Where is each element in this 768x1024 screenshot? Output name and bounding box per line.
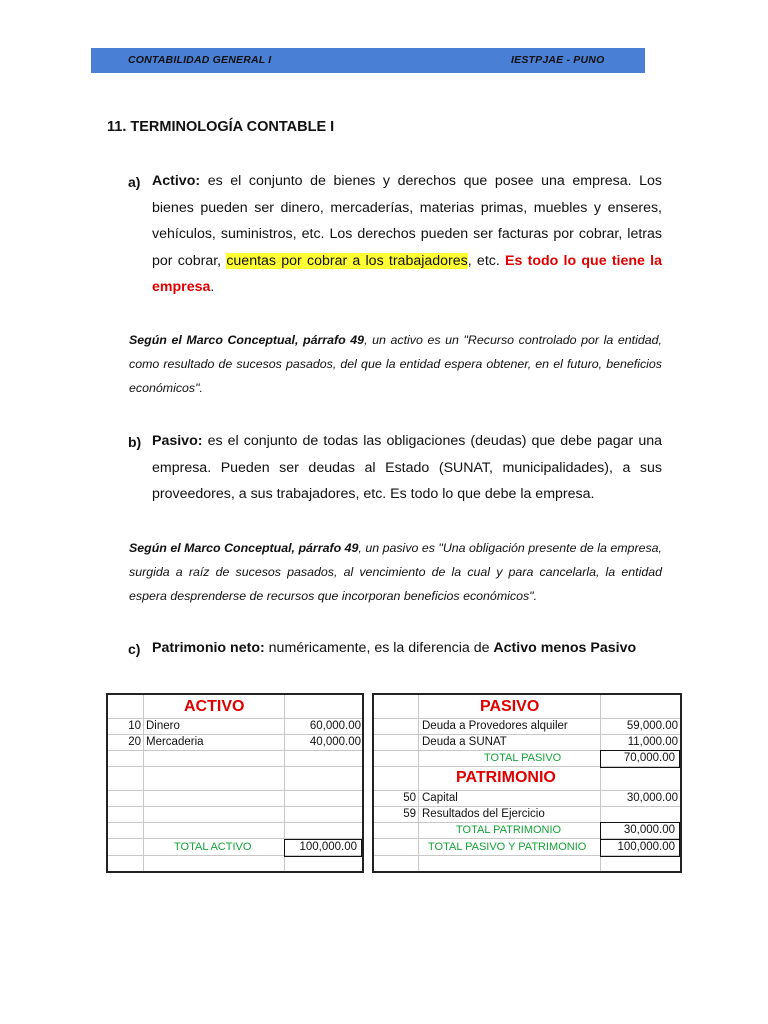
item-a-text2: , etc. (467, 252, 506, 269)
total-pasivo-amount: 70,000.00 (600, 750, 680, 768)
item-c-paragraph (152, 640, 636, 656)
item-c-text: numéricamente, es la diferencia de (264, 640, 494, 656)
patrimonio-row-name: Resultados del Ejercicio (422, 808, 545, 820)
quote-a-ref: Según el Marco Conceptual, párrafo 49 (129, 333, 365, 347)
item-a-paragraph (152, 168, 662, 301)
pasivo-title: PASIVO (480, 698, 540, 715)
quote-b-ref: Según el Marco Conceptual, párrafo 49 (129, 541, 359, 555)
quote-b-text: , un pasivo es "Una obligación presente de la empresa, surgida a raíz de sucesos pasados, al vencimiento de la cual y para cancelarla, la entidad espera desprenderse de recursos que incorporan beneficios económicos". (129, 541, 662, 603)
grid-line (143, 695, 144, 871)
item-a-end: . (210, 279, 215, 295)
activo-row-amount: 60,000.00 (309, 720, 361, 732)
grid-line (108, 822, 362, 823)
item-b-paragraph (152, 428, 662, 508)
grid-line (374, 734, 680, 735)
pasivo-row-amount: 59,000.00 (626, 720, 678, 732)
item-c-term: Patrimonio neto: (152, 640, 265, 656)
item-b-term: Pasivo: (152, 433, 203, 449)
page-header-bar (91, 48, 645, 73)
grid-line (108, 750, 362, 751)
activo-table (106, 693, 364, 873)
total-activo-amount: 100,000.00 (284, 839, 362, 857)
pasivo-row-amount: 11,000.00 (627, 736, 678, 748)
header-course-title: CONTABILIDAD GENERAL I (128, 54, 272, 66)
pasivo-row-name: Deuda a SUNAT (422, 736, 507, 748)
grid-line (108, 734, 362, 735)
total-pasivo-label: TOTAL PASIVO (484, 752, 562, 764)
activo-row-amount: 40,000.00 (309, 736, 361, 748)
grid-line (374, 790, 680, 791)
patrimonio-title: PATRIMONIO (456, 769, 556, 786)
activo-row-code: 10 (128, 720, 141, 732)
pasivo-row-name: Deuda a Provedores alquiler (422, 720, 568, 732)
patrimonio-row-amount: 30,000.00 (626, 792, 678, 804)
item-a-letter: a) (128, 174, 141, 190)
patrimonio-row-code: 50 (403, 792, 416, 804)
patrimonio-row-name: Capital (422, 792, 458, 804)
activo-row-code: 20 (128, 736, 141, 748)
item-a-text1: es el conjunto de bienes y derechos que posee una empresa. Los bienes pueden ser dinero, mercaderías, materias primas, muebles y enseres, vehículos, suministros, etc. Los derechos pueden ser facturas por cobrar, letras por cobrar, (152, 173, 662, 269)
item-a-emphasis: Es todo lo que tiene la empresa (152, 252, 663, 295)
section-title: 11. TERMINOLOGÍA CONTABLE I (107, 119, 335, 135)
patrimonio-row-code: 59 (403, 808, 416, 820)
total-patrimonio-amount: 30,000.00 (600, 822, 680, 840)
quote-a (129, 328, 662, 400)
total-activo-label: TOTAL ACTIVO (174, 841, 252, 853)
grid-line (418, 695, 419, 871)
header-institution: IESTPJAE - PUNO (511, 54, 605, 66)
grid-line (374, 718, 680, 719)
item-a-term: Activo: (152, 173, 201, 189)
pasivo-table (372, 693, 682, 873)
total-patrimonio-label: TOTAL PATRIMONIO (456, 824, 562, 836)
grid-line (374, 806, 680, 807)
item-a-highlight: cuentas por cobrar a los trabajadores (226, 252, 468, 269)
quote-b (129, 536, 662, 608)
quote-a-text: , un activo es un "Recurso controlado por la entidad, como resultado de sucesos pasados, del que la entidad espera obtener, en el futuro, beneficios económicos". (129, 333, 662, 395)
activo-title: ACTIVO (184, 698, 245, 715)
item-c-emphasis: Activo menos Pasivo (493, 640, 637, 656)
grid-line (108, 766, 362, 767)
grid-line (108, 790, 362, 791)
item-c-letter: c) (128, 641, 141, 657)
item-b-letter: b) (128, 434, 142, 450)
activo-row-name: Dinero (146, 720, 180, 732)
grid-line (108, 718, 362, 719)
grand-total-label: TOTAL PASIVO Y PATRIMONIO (428, 841, 587, 853)
grand-total-amount: 100,000.00 (600, 839, 680, 857)
activo-row-name: Mercaderia (146, 736, 204, 748)
item-b-text: es el conjunto de todas las obligaciones (deudas) que debe pagar una empresa. Pueden ser deudas al Estado (SUNAT, municipalidades), a sus proveedores, a sus trabajadores, etc. Es todo lo que debe la empresa. (152, 433, 662, 502)
grid-line (108, 806, 362, 807)
